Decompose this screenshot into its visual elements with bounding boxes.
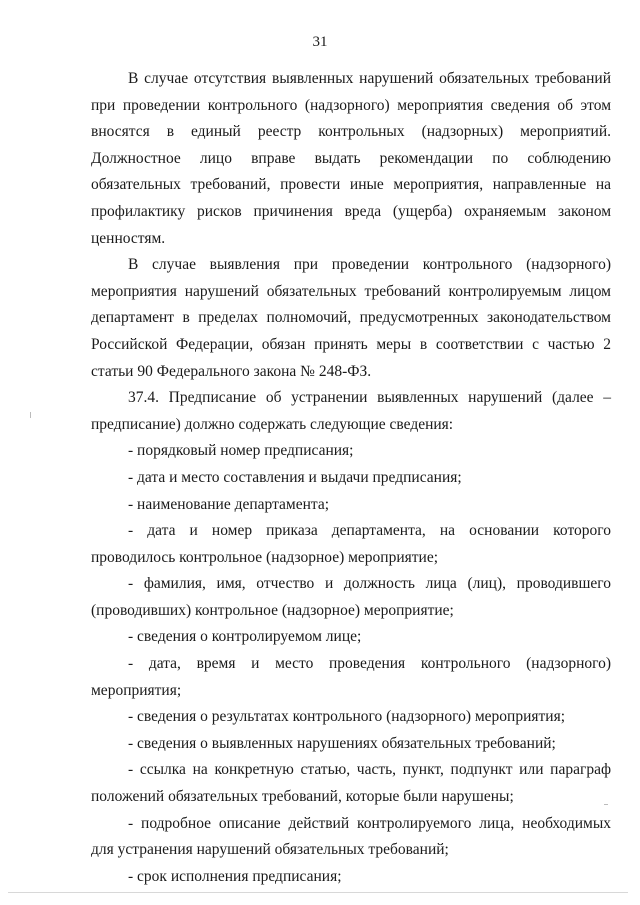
document-body [91,66,611,890]
list-item: - подробное описание действий контролируемого лица, необходимых для устранения нарушений обязательных требований; [91,814,611,859]
list-item: - наименование департамента; [128,495,330,513]
list-item: - фамилия, имя, отчество и должность лица (лиц), проводившего (проводивших) контрольное (надзорное) мероприятие; [91,575,611,619]
page-number: 31 [312,34,328,50]
paragraph-violations-found: В случае выявления при проведении контрольного (надзорного) мероприятия нарушений обязательных требований контролируемым лицом департамент в пределах полномочий, предусмотренных законодательством Российской Федерации, обязан принять меры в соответствии с частью 2 статьи 90 Федерального закона № 248-ФЗ. [91,256,611,380]
list-item: - ссылка на конкретную статью, часть, пункт, подпункт или параграф положений обязательных требований, которые были нарушены; [91,761,611,806]
paragraph-no-violations: В случае отсутствия выявленных нарушений обязательных требований при проведении контрольного (надзорного) мероприятия сведения об этом вносятся в единый реестр контрольных (надзорных) мероприятий. Должностное лицо вправе выдать рекомендации по соблюдению обязательных требований, провести иные мероприятия, направленные на профилактику рисков причинения вреда (ущерба) охраняемым законом ценностям. [91,70,611,247]
paragraph-prescription-contents: 37.4. Предписание об устранении выявленных нарушений (далее – предписание) должно содержать следующие сведения: [91,389,611,433]
list-item: - порядковый номер предписания; [128,442,354,460]
list-item: - дата и номер приказа департамента, на основании которого проводилось контрольное (надзорное) мероприятие; [91,522,611,566]
scan-mark [604,804,608,805]
list-item: - сведения о контролируемом лице; [128,628,362,646]
list-item: - сведения о результатах контрольного (надзорного) мероприятия; [128,708,566,726]
scan-mark [30,412,31,418]
list-item: - дата и место составления и выдачи предписания; [128,468,462,486]
scan-edge-line [8,892,628,893]
list-item: - срок исполнения предписания; [128,867,342,885]
list-item: - дата, время и место проведения контрольного (надзорного) мероприятия; [91,655,611,699]
list-item: - сведения о выявленных нарушениях обязательных требований; [128,734,556,752]
